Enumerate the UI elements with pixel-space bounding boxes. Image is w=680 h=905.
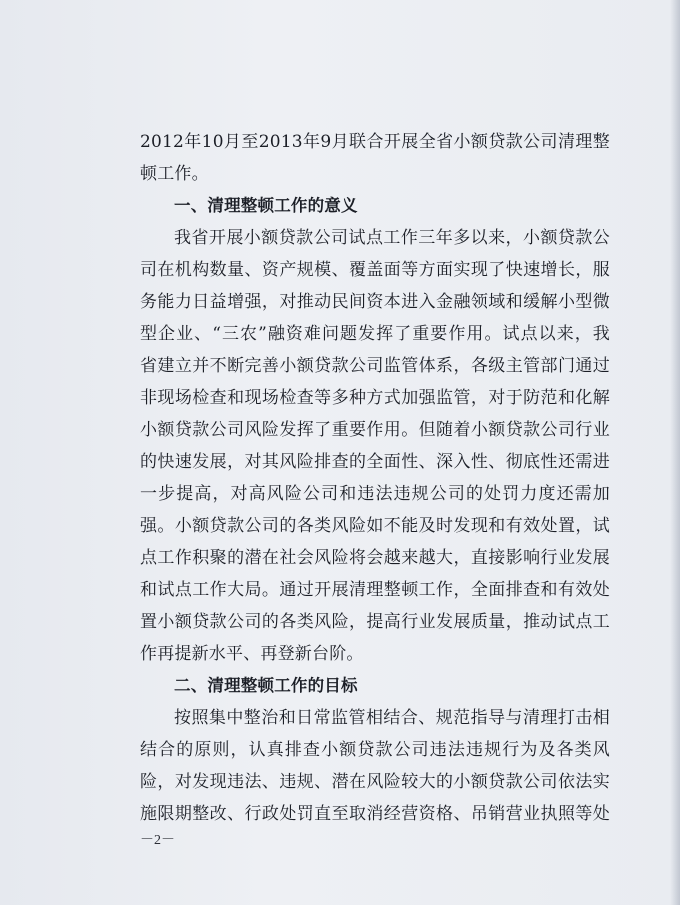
text-line: 型企业、“三农”融资难问题发挥了重要作用。试点以来，我 <box>140 324 610 344</box>
text-line: 作再提新水平、再登新台阶。 <box>140 644 364 664</box>
text-line: 小额贷款公司风险发挥了重要作用。但随着小额贷款公司行业 <box>140 420 610 440</box>
section-heading: 二、清理整顿工作的目标 <box>174 676 358 695</box>
text-line: 强。小额贷款公司的各类风险如不能及时发现和有效处置，试 <box>140 516 610 536</box>
page-number: －2－ <box>140 833 175 848</box>
body-text <box>140 126 610 830</box>
text-line: 务能力日益增强，对推动民间资本进入金融领域和缓解小型微 <box>140 292 610 312</box>
text-line: 和试点工作大局。通过开展清理整顿工作，全面排查和有效处 <box>140 580 610 600</box>
page-edge-shadow <box>670 0 680 905</box>
text-line: 按照集中整治和日常监管相结合、规范指导与清理打击相 <box>174 708 610 728</box>
text-line: 非现场检查和现场检查等多种方式加强监管，对于防范和化解 <box>140 388 610 408</box>
text-line: 置小额贷款公司的各类风险，提高行业发展质量，推动试点工 <box>140 612 610 632</box>
text-line: 我省开展小额贷款公司试点工作三年多以来，小额贷款公 <box>174 228 610 248</box>
text-line: 司在机构数量、资产规模、覆盖面等方面实现了快速增长，服 <box>140 260 610 280</box>
text-line: 省建立并不断完善小额贷款公司监管体系，各级主管部门通过 <box>140 356 610 376</box>
text-line: 点工作积聚的潜在社会风险将会越来越大，直接影响行业发展 <box>140 548 610 568</box>
text-line: 施限期整改、行政处罚直至取消经营资格、吊销营业执照等处 <box>140 804 610 824</box>
text-line: 一步提高，对高风险公司和违法违规公司的处罚力度还需加 <box>140 484 610 504</box>
text-line: 结合的原则，认真排查小额贷款公司违法违规行为及各类风 <box>140 740 610 760</box>
text-line: 险，对发现违法、违规、潜在风险较大的小额贷款公司依法实 <box>140 772 610 792</box>
text-line: 顿工作。 <box>140 164 209 184</box>
text-line: 2012年10月至2013年9月联合开展全省小额贷款公司清理整 <box>140 132 610 152</box>
section-heading: 一、清理整顿工作的意义 <box>174 196 358 215</box>
text-line: 的快速发展，对其风险排查的全面性、深入性、彻底性还需进 <box>140 452 610 472</box>
